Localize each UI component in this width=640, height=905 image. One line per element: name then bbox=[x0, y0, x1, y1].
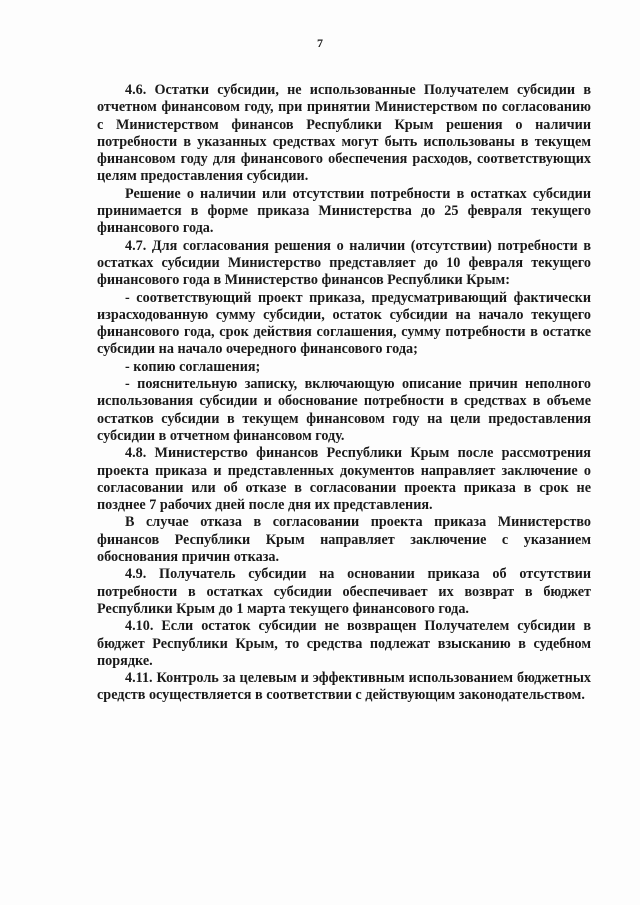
list-item-explanatory-note: - пояснительную записку, включающую описание причин неполного использования субсидии и обоснование потребности в средствах в объеме остатков субсидии в текущем финансовом году на цели предоставления субсидии в отчетном финансовом году. bbox=[97, 376, 591, 444]
paragraph-4-10: 4.10. Если остаток субсидии не возвращен Получателем субсидии в бюджет Республики Крым, то средства подлежат взысканию в судебном порядке. bbox=[97, 618, 591, 669]
paragraph-4-7: 4.7. Для согласования решения о наличии (отсутствии) потребности в остатках субсидии Министерство представляет до 10 февраля текущего финансового года в Министерство финансов Республики Крым: bbox=[97, 237, 591, 289]
list-item-agreement-copy: - копию соглашения; bbox=[125, 358, 261, 375]
document-body bbox=[97, 82, 591, 705]
list-item-draft-order: - соответствующий проект приказа, предусматривающий фактически израсходованную сумму субсидии, остаток субсидии на начало текущего финансового года, срок действия соглашения, сумму потребности в остатке субсидии на начало очередного финансового года; bbox=[97, 289, 591, 358]
page-number: 7 bbox=[317, 36, 323, 50]
paragraph-refusal: В случае отказа в согласовании проекта приказа Министерство финансов Республики Крым направляет заключение с указанием обоснования причин отказа. bbox=[97, 514, 591, 566]
paragraph-decision-form: Решение о наличии или отсутствии потребности в остатках субсидии принимается в форме приказа Министерства до 25 февраля текущего финансового года. bbox=[97, 185, 591, 237]
paragraph-4-8: 4.8. Министерство финансов Республики Крым после рассмотрения проекта приказа и представленных документов направляет заключение о согласовании или об отказе в согласовании проекта приказа в срок не позднее 7 рабочих дней после дня их представления. bbox=[97, 445, 591, 514]
paragraph-4-11: 4.11. Контроль за целевым и эффективным использованием бюджетных средств осуществляется в соответствии с действующим законодательством. bbox=[97, 670, 591, 704]
paragraph-4-9: 4.9. Получатель субсидии на основании приказа об отсутствии потребности в остатках субсидии обеспечивает их возврат в бюджет Республики Крым до 1 марта текущего финансового года. bbox=[97, 566, 591, 617]
paragraph-4-6: 4.6. Остатки субсидии, не использованные Получателем субсидии в отчетном финансовом году, при принятии Министерством по согласованию с Министерством финансов Республики Крым решения о наличии потребности в указанных средствах могут быть использованы в текущем финансовом году для финансового обеспечения расходов, соответствующих целям предоставления субсидии. bbox=[97, 82, 591, 185]
